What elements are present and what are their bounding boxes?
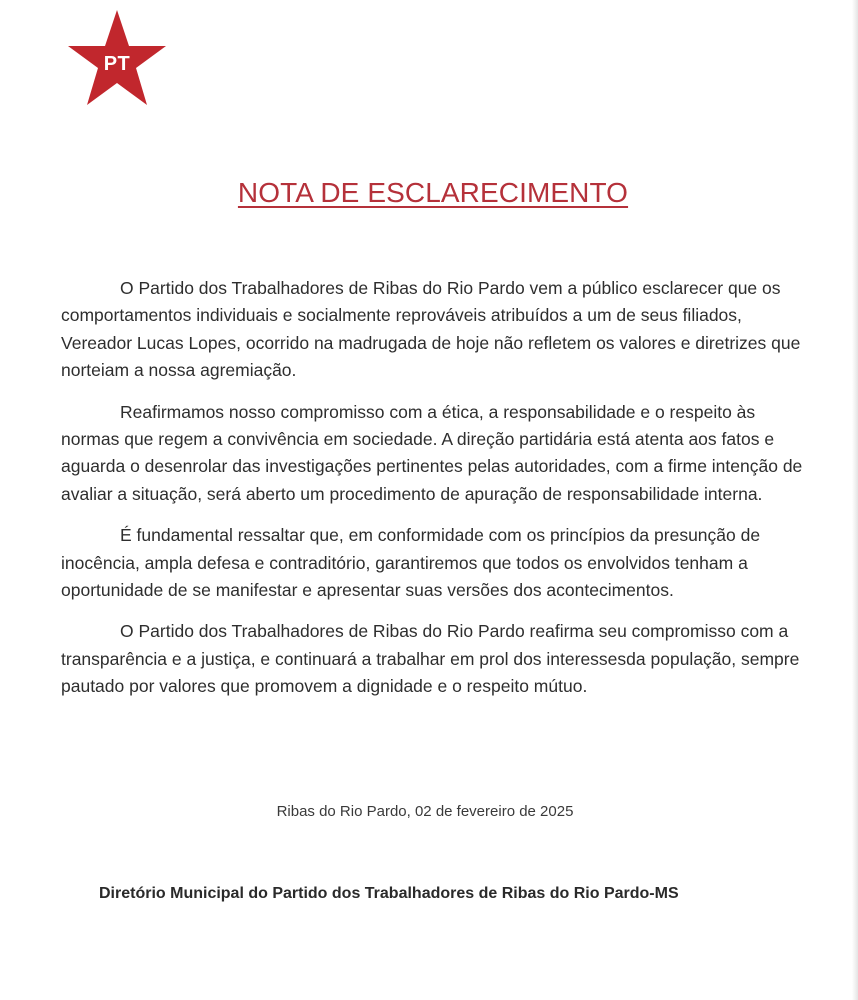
paragraph: É fundamental ressaltar que, em conformidade com os princípios da presunção de inocência, ampla defesa e contraditório, garantiremos que todos os envolvidos tenham a oportunidade de se manifestar e apresentar suas versões dos acontecimentos. [61,525,761,601]
page-edge-shadow [852,0,858,1000]
paragraph: Reafirmamos nosso compromisso com a ética, a responsabilidade e o respeito às normas que regem a convivência em sociedade. A direção partidária está atenta aos fatos e aguarda o desenrolar das investigações pertinentes pelas autoridades, com a firme intenção de avaliar a situação, será aberto um procedimento de apuração de responsabilidade interna. [61,401,803,504]
signature: Diretório Municipal do Partido dos Trabalhadores de Ribas do Rio Pardo-MS [99,885,679,902]
document-body [61,275,808,715]
logo-text: PT [103,53,131,75]
place-and-date: Ribas do Rio Pardo, 02 de fevereiro de 2025 [276,803,574,820]
paragraph: O Partido dos Trabalhadores de Ribas do Rio Pardo vem a público esclarecer que os comportamentos individuais e socialmente reprováveis atribuídos a um de seus filiados, Vereador Lucas Lopes, ocorrido na madrugada de hoje não refletem os valores e diretrizes que norteiam a nossa agremiação. [61,278,801,381]
paragraph: O Partido dos Trabalhadores de Ribas do Rio Pardo reafirma seu compromisso com a transparência e a justiça, e continuará a trabalhar em prol dos interessesda população, sempre pautado por valores que promovem a dignidade e o respeito mútuo. [61,621,800,697]
document-title: NOTA DE ESCLARECIMENTO [237,177,629,208]
pt-logo [66,8,168,108]
